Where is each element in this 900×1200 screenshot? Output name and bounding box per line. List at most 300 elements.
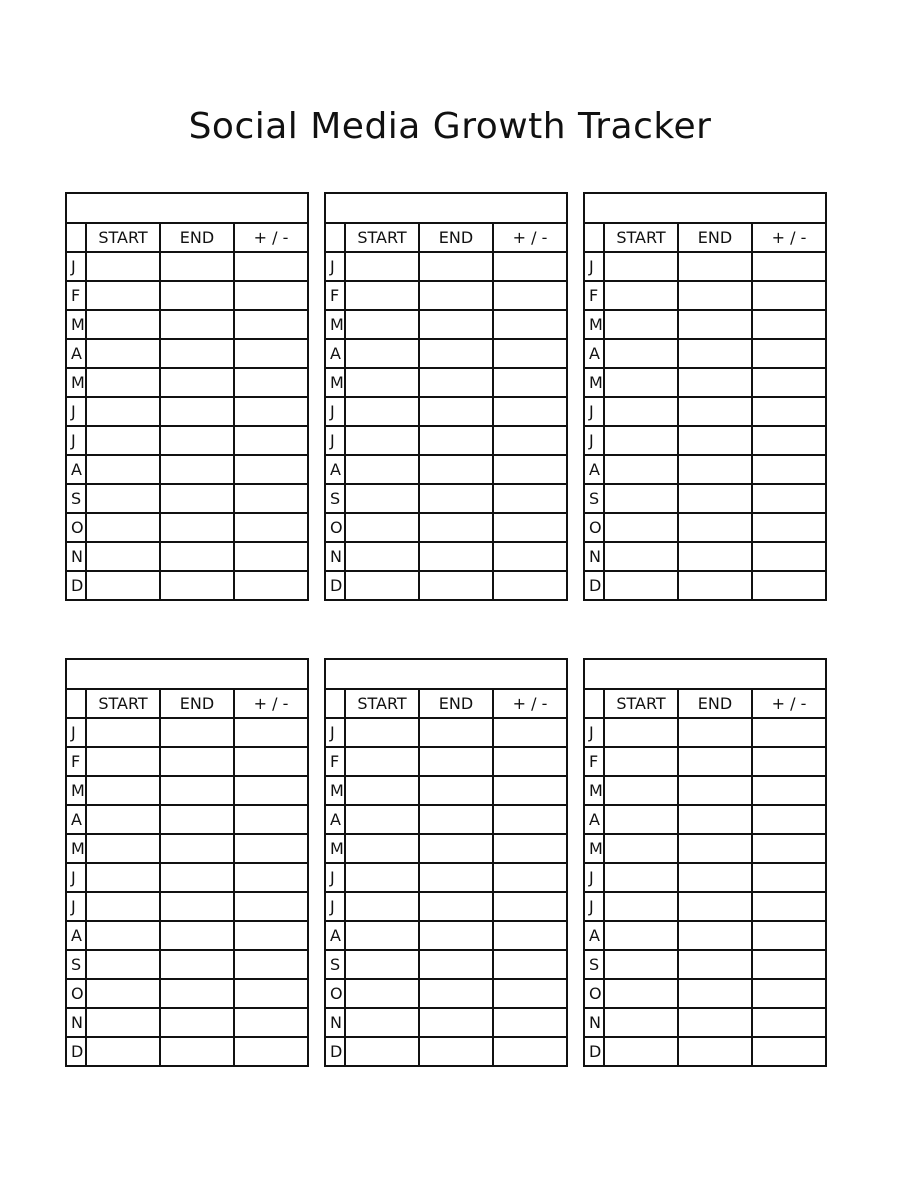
change-cell[interactable] [752,718,826,747]
end-cell[interactable] [419,1008,493,1037]
change-cell[interactable] [752,397,826,426]
end-cell[interactable] [160,513,234,542]
change-cell[interactable] [752,950,826,979]
end-cell[interactable] [160,426,234,455]
end-cell[interactable] [419,281,493,310]
month-label: O [66,513,86,542]
change-cell[interactable] [752,776,826,805]
month-label: S [584,950,604,979]
end-cell[interactable] [678,397,752,426]
start-cell[interactable] [86,1008,160,1037]
end-cell[interactable] [419,571,493,600]
start-cell[interactable] [345,863,419,892]
month-row [325,339,567,368]
change-cell[interactable] [493,1008,567,1037]
start-cell[interactable] [86,571,160,600]
start-header: START [86,689,160,718]
start-cell[interactable] [604,979,678,1008]
change-cell[interactable] [234,281,308,310]
month-label: A [584,339,604,368]
change-cell[interactable] [234,484,308,513]
change-cell[interactable] [234,455,308,484]
change-cell[interactable] [493,310,567,339]
month-row [325,281,567,310]
header-corner-cell [66,223,86,252]
month-label: N [584,542,604,571]
platform-name-field[interactable] [584,659,826,689]
end-cell[interactable] [678,571,752,600]
start-cell[interactable] [86,863,160,892]
month-row [584,484,826,513]
end-cell[interactable] [160,718,234,747]
header-corner-cell [325,223,345,252]
change-cell[interactable] [752,571,826,600]
change-cell[interactable] [752,368,826,397]
change-cell[interactable] [493,892,567,921]
start-cell[interactable] [345,368,419,397]
change-cell[interactable] [493,281,567,310]
start-cell[interactable] [345,1008,419,1037]
start-cell[interactable] [604,426,678,455]
start-cell[interactable] [86,455,160,484]
start-cell[interactable] [86,252,160,281]
month-label: F [325,281,345,310]
change-cell[interactable] [234,718,308,747]
start-cell[interactable] [604,950,678,979]
end-cell[interactable] [678,426,752,455]
change-cell[interactable] [234,979,308,1008]
change-cell[interactable] [752,892,826,921]
start-cell[interactable] [86,368,160,397]
month-row [584,834,826,863]
end-cell[interactable] [160,1037,234,1066]
end-cell[interactable] [678,513,752,542]
month-label: S [325,950,345,979]
start-cell[interactable] [604,310,678,339]
month-row [66,834,308,863]
start-cell[interactable] [604,484,678,513]
end-cell[interactable] [419,950,493,979]
start-cell[interactable] [86,834,160,863]
change-cell[interactable] [752,281,826,310]
end-cell[interactable] [160,1008,234,1037]
start-cell[interactable] [86,397,160,426]
month-label: A [66,921,86,950]
end-cell[interactable] [678,542,752,571]
start-cell[interactable] [604,747,678,776]
month-row [66,252,308,281]
change-cell[interactable] [752,310,826,339]
month-row [66,281,308,310]
end-cell[interactable] [160,571,234,600]
change-cell[interactable] [493,426,567,455]
change-cell[interactable] [234,834,308,863]
start-cell[interactable] [345,1037,419,1066]
end-cell[interactable] [678,863,752,892]
month-row [325,542,567,571]
start-cell[interactable] [86,776,160,805]
month-label: O [325,513,345,542]
month-label: D [66,571,86,600]
end-cell[interactable] [160,455,234,484]
end-cell[interactable] [419,1037,493,1066]
month-row [584,513,826,542]
end-cell[interactable] [419,484,493,513]
start-cell[interactable] [604,1037,678,1066]
change-cell[interactable] [752,484,826,513]
end-cell[interactable] [419,979,493,1008]
start-cell[interactable] [604,921,678,950]
month-row [66,368,308,397]
end-cell[interactable] [419,339,493,368]
month-row [66,776,308,805]
end-cell[interactable] [160,484,234,513]
start-cell[interactable] [345,252,419,281]
change-cell[interactable] [752,979,826,1008]
month-row [584,368,826,397]
month-row [325,252,567,281]
end-cell[interactable] [160,747,234,776]
end-cell[interactable] [419,542,493,571]
month-row [325,805,567,834]
end-cell[interactable] [678,805,752,834]
end-cell[interactable] [678,979,752,1008]
month-label: M [66,776,86,805]
end-cell[interactable] [419,397,493,426]
start-cell[interactable] [345,513,419,542]
end-cell[interactable] [678,776,752,805]
change-cell[interactable] [234,747,308,776]
end-cell[interactable] [419,747,493,776]
platform-name-field[interactable] [66,193,308,223]
end-cell[interactable] [678,892,752,921]
change-cell[interactable] [234,368,308,397]
month-row [325,921,567,950]
change-cell[interactable] [752,339,826,368]
change-cell[interactable] [234,252,308,281]
month-row [325,513,567,542]
month-row [325,1037,567,1066]
end-cell[interactable] [419,834,493,863]
end-header: END [678,689,752,718]
month-label: A [325,921,345,950]
end-cell[interactable] [160,892,234,921]
start-cell[interactable] [86,950,160,979]
start-cell[interactable] [604,339,678,368]
month-row [584,950,826,979]
end-cell[interactable] [419,921,493,950]
month-row [584,542,826,571]
platform-name-field[interactable] [325,659,567,689]
end-cell[interactable] [678,834,752,863]
month-label: J [325,397,345,426]
month-row [584,747,826,776]
start-cell[interactable] [345,571,419,600]
end-cell[interactable] [678,484,752,513]
page-title: Social Media Growth Tracker [188,106,712,147]
start-cell[interactable] [345,718,419,747]
start-cell[interactable] [86,310,160,339]
change-cell[interactable] [234,339,308,368]
end-header: END [160,689,234,718]
end-cell[interactable] [678,368,752,397]
month-label: M [66,310,86,339]
month-label: J [66,892,86,921]
end-cell[interactable] [160,397,234,426]
month-label: J [584,718,604,747]
end-cell[interactable] [419,455,493,484]
month-label: J [66,397,86,426]
end-cell[interactable] [419,863,493,892]
end-cell[interactable] [678,310,752,339]
start-cell[interactable] [345,339,419,368]
start-cell[interactable] [86,281,160,310]
end-cell[interactable] [419,426,493,455]
change-cell[interactable] [493,863,567,892]
change-cell[interactable] [234,776,308,805]
month-row [66,892,308,921]
start-cell[interactable] [604,834,678,863]
start-cell[interactable] [345,281,419,310]
change-cell[interactable] [493,1037,567,1066]
month-row [66,397,308,426]
month-row [325,571,567,600]
month-row [325,834,567,863]
change-cell[interactable] [234,805,308,834]
month-label: N [325,1008,345,1037]
change-cell[interactable] [234,921,308,950]
month-row [66,426,308,455]
change-cell[interactable] [493,513,567,542]
start-cell[interactable] [86,484,160,513]
month-label: S [584,484,604,513]
month-row [584,863,826,892]
start-header: START [604,223,678,252]
platform-name-field[interactable] [66,659,308,689]
change-cell[interactable] [493,979,567,1008]
start-cell[interactable] [604,368,678,397]
end-cell[interactable] [160,368,234,397]
end-cell[interactable] [419,368,493,397]
change-cell[interactable] [493,776,567,805]
month-label: F [66,747,86,776]
end-header: END [419,689,493,718]
change-cell[interactable] [752,1008,826,1037]
start-cell[interactable] [86,979,160,1008]
start-cell[interactable] [345,484,419,513]
change-cell[interactable] [752,513,826,542]
start-cell[interactable] [345,455,419,484]
end-cell[interactable] [160,281,234,310]
month-row [584,252,826,281]
change-cell[interactable] [752,426,826,455]
month-row [584,397,826,426]
change-cell[interactable] [752,863,826,892]
end-cell[interactable] [419,718,493,747]
end-cell[interactable] [678,339,752,368]
change-cell[interactable] [234,542,308,571]
end-cell[interactable] [419,776,493,805]
end-cell[interactable] [160,310,234,339]
start-cell[interactable] [345,805,419,834]
start-cell[interactable] [86,542,160,571]
change-cell[interactable] [234,1008,308,1037]
change-cell[interactable] [493,950,567,979]
end-cell[interactable] [160,979,234,1008]
end-cell[interactable] [678,1037,752,1066]
end-cell[interactable] [160,834,234,863]
start-cell[interactable] [86,718,160,747]
start-cell[interactable] [604,1008,678,1037]
start-cell[interactable] [86,339,160,368]
change-cell[interactable] [493,368,567,397]
change-cell[interactable] [234,863,308,892]
month-row [584,1008,826,1037]
start-cell[interactable] [345,776,419,805]
month-label: O [584,979,604,1008]
change-cell[interactable] [234,892,308,921]
change-header: + / - [234,689,308,718]
change-cell[interactable] [752,252,826,281]
end-cell[interactable] [160,950,234,979]
start-cell[interactable] [604,892,678,921]
change-cell[interactable] [493,252,567,281]
change-cell[interactable] [493,834,567,863]
end-cell[interactable] [678,950,752,979]
end-cell[interactable] [678,747,752,776]
end-cell[interactable] [160,542,234,571]
change-cell[interactable] [493,921,567,950]
start-cell[interactable] [604,513,678,542]
change-cell[interactable] [493,571,567,600]
end-cell[interactable] [678,1008,752,1037]
start-cell[interactable] [604,571,678,600]
end-cell[interactable] [678,921,752,950]
month-row [66,979,308,1008]
month-label: J [584,863,604,892]
change-cell[interactable] [493,397,567,426]
month-label: J [66,426,86,455]
change-cell[interactable] [493,339,567,368]
start-cell[interactable] [345,426,419,455]
start-cell[interactable] [86,805,160,834]
month-row [66,455,308,484]
start-cell[interactable] [604,776,678,805]
end-cell[interactable] [678,281,752,310]
end-header: END [419,223,493,252]
month-row [325,484,567,513]
change-cell[interactable] [493,718,567,747]
start-cell[interactable] [604,863,678,892]
change-cell[interactable] [752,805,826,834]
start-cell[interactable] [345,834,419,863]
month-label: A [584,455,604,484]
platform-name-field[interactable] [325,193,567,223]
month-label: M [584,776,604,805]
end-cell[interactable] [160,339,234,368]
change-cell[interactable] [234,310,308,339]
start-cell[interactable] [345,542,419,571]
start-cell[interactable] [604,252,678,281]
start-cell[interactable] [345,397,419,426]
month-label: N [584,1008,604,1037]
change-cell[interactable] [234,513,308,542]
start-cell[interactable] [86,513,160,542]
start-cell[interactable] [86,921,160,950]
month-label: A [66,339,86,368]
start-cell[interactable] [604,281,678,310]
end-cell[interactable] [419,252,493,281]
change-cell[interactable] [234,1037,308,1066]
end-cell[interactable] [419,513,493,542]
start-cell[interactable] [345,950,419,979]
month-label: D [584,571,604,600]
month-label: M [584,310,604,339]
change-cell[interactable] [752,542,826,571]
start-cell[interactable] [345,892,419,921]
end-cell[interactable] [419,805,493,834]
month-row [325,1008,567,1037]
start-cell[interactable] [86,747,160,776]
change-cell[interactable] [752,747,826,776]
change-cell[interactable] [493,455,567,484]
end-cell[interactable] [160,863,234,892]
change-cell[interactable] [752,921,826,950]
change-header: + / - [752,223,826,252]
start-header: START [345,223,419,252]
end-cell[interactable] [160,921,234,950]
start-cell[interactable] [345,921,419,950]
start-header: START [86,223,160,252]
end-cell[interactable] [678,718,752,747]
change-cell[interactable] [234,571,308,600]
start-cell[interactable] [604,718,678,747]
month-label: M [325,310,345,339]
start-cell[interactable] [345,747,419,776]
start-cell[interactable] [86,426,160,455]
month-label: J [66,863,86,892]
tracker-table [65,658,309,1067]
start-cell[interactable] [604,397,678,426]
start-cell[interactable] [604,455,678,484]
change-cell[interactable] [493,542,567,571]
end-cell[interactable] [678,455,752,484]
start-cell[interactable] [345,979,419,1008]
change-cell[interactable] [234,950,308,979]
change-cell[interactable] [752,455,826,484]
end-cell[interactable] [160,252,234,281]
start-cell[interactable] [86,892,160,921]
end-cell[interactable] [678,252,752,281]
change-cell[interactable] [493,805,567,834]
start-cell[interactable] [86,1037,160,1066]
change-cell[interactable] [493,747,567,776]
change-cell[interactable] [493,484,567,513]
start-cell[interactable] [345,310,419,339]
change-cell[interactable] [752,1037,826,1066]
start-cell[interactable] [604,542,678,571]
end-cell[interactable] [160,776,234,805]
end-cell[interactable] [419,892,493,921]
month-row [66,1008,308,1037]
change-cell[interactable] [752,834,826,863]
change-cell[interactable] [234,397,308,426]
platform-name-field[interactable] [584,193,826,223]
end-cell[interactable] [160,805,234,834]
end-cell[interactable] [419,310,493,339]
change-cell[interactable] [234,426,308,455]
start-cell[interactable] [604,805,678,834]
